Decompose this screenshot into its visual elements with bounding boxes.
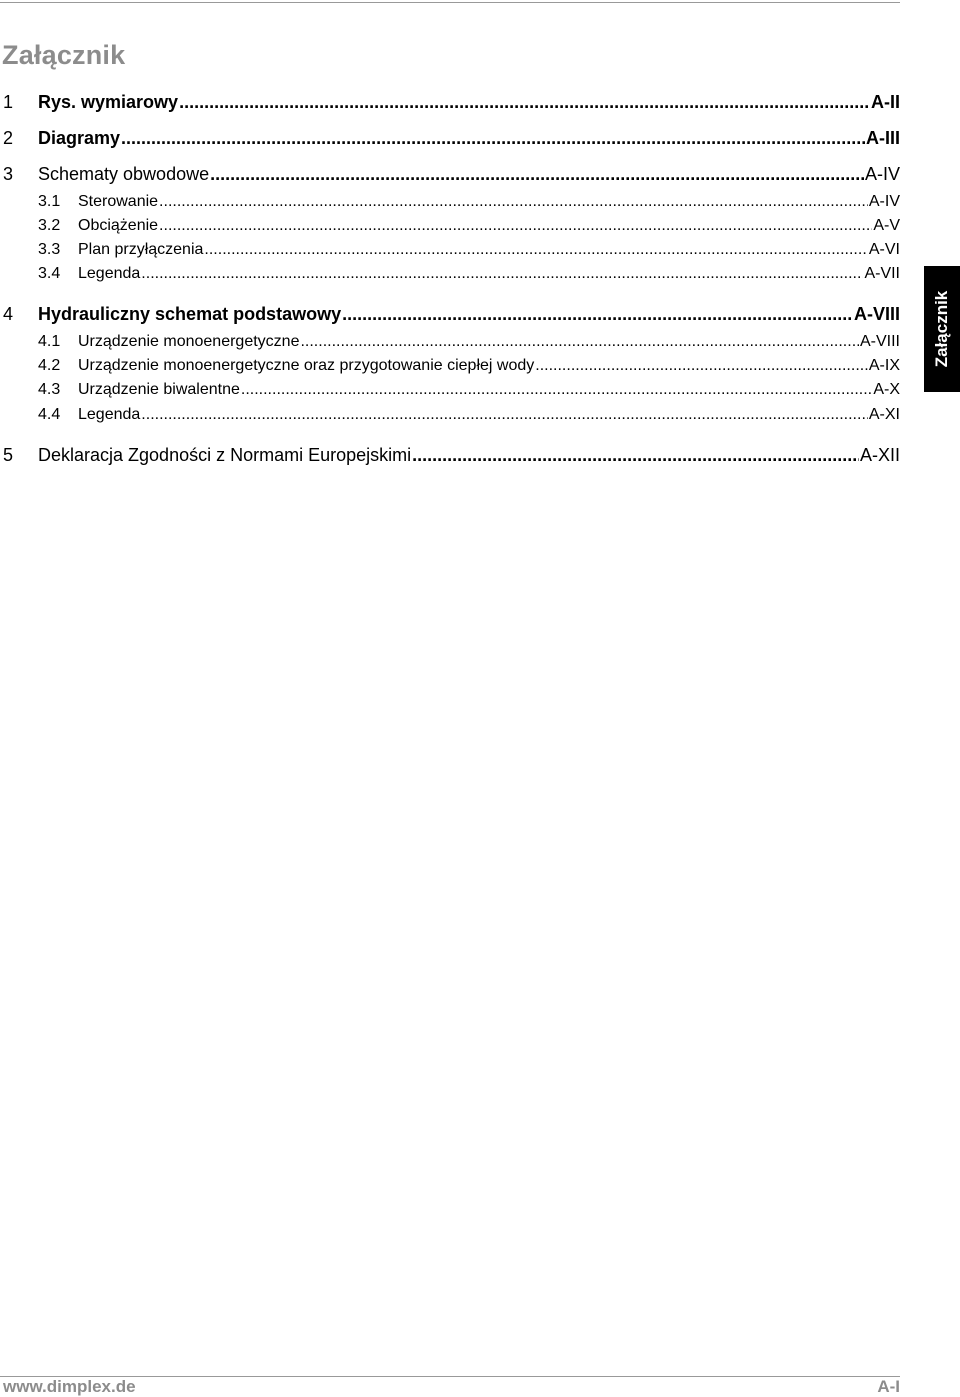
footer-url[interactable]: www.dimplex.de [3,1377,136,1396]
toc-leader-dots [300,333,859,351]
toc-entry-title: Obciążenie [78,217,159,234]
toc-entry-page: A-VI [868,241,900,258]
toc-entry-3[interactable] [0,164,900,185]
toc-entry-number: 3.2 [38,217,61,234]
toc-entry-page: A-II [871,92,900,112]
toc-entry-3-4[interactable] [0,265,900,283]
toc-entry-2[interactable] [0,128,900,149]
toc-entry-page: A-IV [868,193,900,210]
toc-leader-dots [412,445,859,466]
toc-entry-3-2[interactable] [0,217,900,235]
toc-entry-title: Deklaracja Zgodności z Normami Europejskimi [38,445,412,465]
toc-leader-dots [204,241,867,259]
toc-entry-page: A-XII [859,445,900,465]
toc-entry-title: Urządzenie monoenergetyczne [78,333,300,350]
toc-entry-3-1[interactable] [0,193,900,211]
toc-leader-dots [159,217,872,235]
toc-entry-title: Legenda [78,406,141,423]
toc-entry-page: A-IV [864,164,900,184]
toc-entry-page: A-V [873,217,900,234]
toc-entry-number: 3 [3,164,14,184]
toc-entry-4-3[interactable] [0,381,900,399]
toc-entry-title: Urządzenie monoenergetyczne oraz przygotowanie ciepłej wody [78,357,535,374]
toc-entry-1[interactable] [0,92,900,113]
toc-entry-number: 1 [3,92,14,112]
toc-entry-number: 4.3 [38,381,61,398]
toc-leader-dots [342,304,853,325]
toc-leader-dots [159,193,868,211]
toc-entry-title: Urządzenie biwalentne [78,381,240,398]
toc-entry-page: A-VIII [859,333,900,350]
toc-entry-title: Hydrauliczny schemat podstawowy [38,304,342,324]
side-tab [924,266,960,392]
toc-entry-title: Legenda [78,265,141,282]
toc-entry-title: Plan przyłączenia [78,241,204,258]
toc-entry-page: A-X [873,381,900,398]
toc-entry-number: 3.1 [38,193,61,210]
toc-entry-number: 3.4 [38,265,61,282]
side-tab-label: Załącznik [932,290,951,368]
toc-leader-dots [210,164,864,185]
toc-entry-page: A-VIII [853,304,900,324]
toc-entry-4[interactable] [0,304,900,325]
toc-leader-dots [141,406,868,424]
toc-leader-dots [141,265,863,283]
footer-page-number: A-I [877,1377,900,1396]
toc-leader-dots [241,381,872,399]
toc-entry-page: A-III [866,128,900,148]
toc-entry-title: Schematy obwodowe [38,164,210,184]
toc-entry-title: Diagramy [38,128,121,148]
toc-entry-page: A-XI [868,406,900,423]
toc-entry-number: 5 [3,445,14,465]
toc-entry-number: 2 [3,128,14,148]
toc-leader-dots [535,357,868,375]
toc-entry-number: 4.1 [38,333,61,350]
toc-entry-number: 4.4 [38,406,61,423]
toc-leader-dots [121,128,865,149]
toc-entry-4-2[interactable] [0,357,900,375]
toc-entry-page: A-IX [868,357,900,374]
toc-entry-number: 3.3 [38,241,61,258]
toc-entry-number: 4.2 [38,357,61,374]
toc-leader-dots [179,92,870,113]
toc-entry-title: Rys. wymiarowy [38,92,179,112]
top-rule [0,2,900,3]
toc-entry-5[interactable] [0,445,900,466]
toc-entry-number: 4 [3,304,14,324]
page-title: Załącznik [2,40,126,70]
toc-entry-3-3[interactable] [0,241,900,259]
toc-entry-4-4[interactable] [0,406,900,424]
toc-entry-page: A-VII [864,265,900,282]
toc-entry-4-1[interactable] [0,333,900,351]
toc-entry-title: Sterowanie [78,193,159,210]
